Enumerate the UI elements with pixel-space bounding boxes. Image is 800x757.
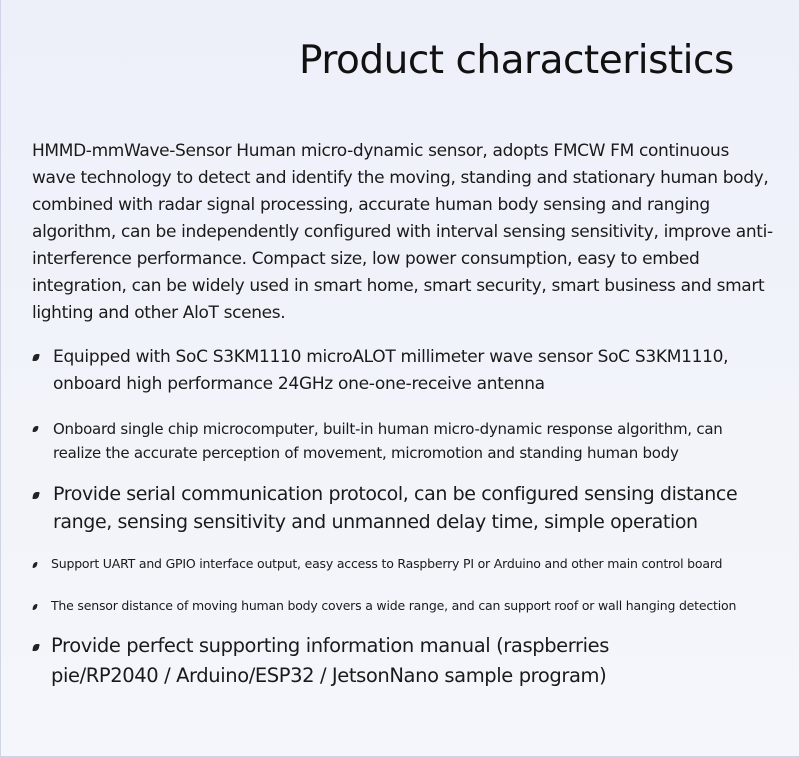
page-title: Product characteristics: [299, 38, 734, 83]
bullet-icon: [32, 644, 39, 651]
feature-text: Equipped with SoC S3KM1110 microALOT millimeter wave sensor SoC S3KM1110, onboard high performance 24GHz one-one-receive antenna: [53, 347, 729, 394]
bullet-icon: [32, 492, 39, 499]
bullet-icon: [32, 604, 37, 610]
bullet-icon: [32, 562, 37, 568]
intro-paragraph: HMMD-mmWave-Sensor Human micro-dynamic sensor, adopts FMCW FM continuous wave technology to detect and identify the moving, standing and stationary human body, combined with radar signal processing, accurate human body sensing and ranging algorithm, can be independently configured with interval sensing sensitivity, improve anti-interference performance. Compact size, low power consumption, easy to embed integration, can be widely used in smart home, smart security, smart business and smart lighting and other AloT scenes.: [32, 141, 773, 323]
feature-text: Onboard single chip microcomputer, built-in human micro-dynamic response algorithm, can realize the accurate perception of movement, micromotion and standing human body: [53, 420, 723, 462]
bullet-icon: [32, 426, 38, 432]
feature-text: Provide serial communication protocol, can be configured sensing distance range, sensing sensitivity and unmanned delay time, simple operation: [53, 483, 738, 533]
feature-text: The sensor distance of moving human body covers a wide range, and can support roof or wall hanging detection: [51, 598, 737, 613]
feature-text: Provide perfect supporting information manual (raspberries pie/RP2040 / Arduino/ESP32 / JetsonNano sample program): [51, 634, 610, 687]
feature-text: Support UART and GPIO interface output, easy access to Raspberry PI or Arduino and other main control board: [51, 556, 723, 571]
bullet-icon: [32, 354, 39, 361]
